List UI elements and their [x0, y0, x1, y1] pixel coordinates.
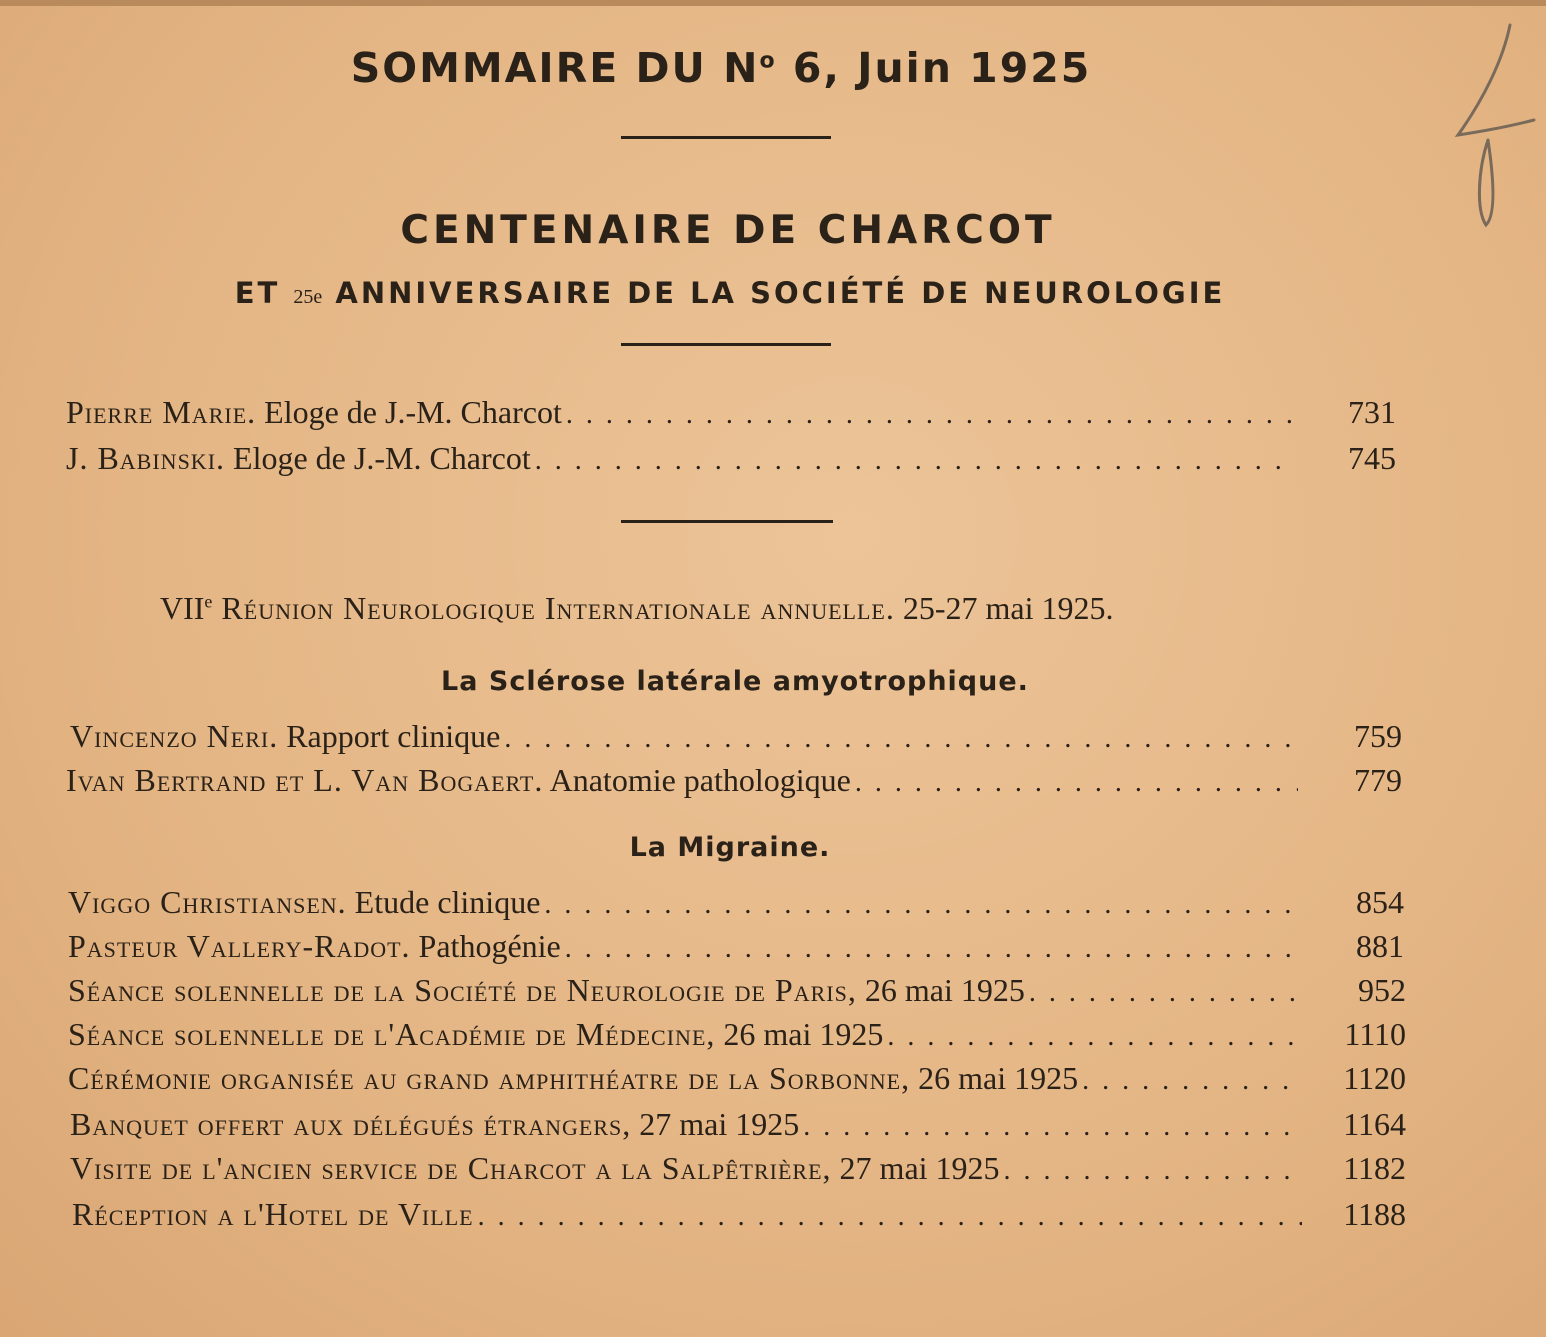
toc-entry — [72, 1196, 1406, 1233]
dot-leader — [1004, 1155, 1302, 1187]
toc-page-number: 1188 — [1343, 1196, 1406, 1232]
toc-author: Pasteur Vallery-Radot. — [68, 928, 411, 964]
toc-event-label: Banquet offert aux délégués étrangers, — [70, 1106, 632, 1142]
toc-entry — [68, 1016, 1406, 1053]
toc-page-number: 759 — [1354, 718, 1402, 754]
toc-entry — [70, 1106, 1406, 1143]
toc-page-number: 854 — [1356, 884, 1404, 920]
divider-rule — [621, 136, 831, 139]
dot-leader — [1029, 977, 1302, 1009]
dot-leader — [803, 1111, 1302, 1143]
toc-author: Ivan Bertrand et L. Van Bogaert. — [66, 762, 544, 798]
toc-event-date: 27 mai 1925 — [631, 1106, 800, 1142]
toc-page-number: 1120 — [1343, 1060, 1406, 1096]
dot-leader — [1082, 1065, 1302, 1097]
dot-leader — [855, 767, 1298, 799]
toc-page-number: 779 — [1354, 762, 1402, 798]
toc-entry — [66, 762, 1402, 799]
toc-entry — [66, 394, 1396, 431]
anniversary-heading: ET 25e ANNIVERSAIRE DE LA SOCIÉTÉ DE NEUROLOGIE — [234, 276, 1226, 310]
toc-title: Anatomie pathologique — [543, 762, 851, 798]
toc-title: Pathogénie — [410, 928, 561, 964]
summary-title: SOMMAIRE DU $N^o$ 6, Juin 1925 — [350, 44, 1092, 92]
dot-leader — [565, 933, 1300, 965]
toc-entry — [68, 972, 1406, 1009]
toc-title: Eloge de J.-M. Charcot — [256, 394, 562, 430]
toc-event-label: Visite de l'ancien service de Charcot a la Salpêtrière, — [70, 1150, 832, 1186]
toc-page-number: 745 — [1348, 440, 1396, 476]
toc-entry — [68, 928, 1404, 965]
toc-entry — [66, 440, 1396, 477]
handwritten-mark — [1448, 20, 1538, 240]
toc-event-label: Séance solennelle de l'Académie de Médecine, — [68, 1016, 716, 1052]
toc-entry — [70, 1150, 1406, 1187]
toc-event-date: 26 mai 1925 — [856, 972, 1025, 1008]
toc-entry — [70, 718, 1402, 755]
dot-leader — [887, 1021, 1302, 1053]
toc-entry — [68, 1060, 1406, 1097]
toc-event-label: Réception a l'Hotel de Ville — [72, 1196, 474, 1232]
toc-page-number: 952 — [1358, 972, 1406, 1008]
dot-leader — [478, 1201, 1302, 1233]
dot-leader — [544, 889, 1300, 921]
divider-rule — [621, 520, 833, 523]
toc-page-number: 1164 — [1343, 1106, 1406, 1142]
toc-event-label: Séance solennelle de la Société de Neurologie de Paris, — [68, 972, 857, 1008]
divider-rule — [621, 343, 831, 346]
dot-leader — [566, 399, 1292, 431]
page-top-edge — [0, 0, 1546, 6]
dot-leader — [504, 723, 1298, 755]
dot-leader — [535, 445, 1292, 477]
toc-page-number: 1182 — [1343, 1150, 1406, 1186]
toc-author: Pierre Marie. — [66, 394, 257, 430]
toc-page-number: 731 — [1348, 394, 1396, 430]
section-heading: La Sclérose latérale amyotrophique. — [441, 666, 1029, 697]
meeting-heading: VIIe Réunion Neurologique Internationale annuelle. 25-27 mai 1925. — [160, 590, 1114, 626]
toc-entry — [68, 884, 1404, 921]
centenary-heading: CENTENAIRE DE CHARCOT — [400, 208, 1056, 253]
toc-author: Vincenzo Neri. — [70, 718, 279, 754]
toc-event-date: 26 mai 1925 — [715, 1016, 884, 1052]
toc-author: J. Babinski. — [66, 440, 226, 476]
toc-page-number: 1110 — [1344, 1016, 1406, 1052]
toc-title: Rapport clinique — [278, 718, 501, 754]
toc-event-label: Cérémonie organisée au grand amphithéatre de la Sorbonne, — [68, 1060, 911, 1096]
toc-event-date: 27 mai 1925 — [831, 1150, 1000, 1186]
toc-event-date: 26 mai 1925 — [910, 1060, 1079, 1096]
toc-author: Viggo Christiansen. — [68, 884, 347, 920]
toc-page-number: 881 — [1356, 928, 1404, 964]
toc-title: Etude clinique — [346, 884, 541, 920]
section-heading: La Migraine. — [629, 832, 831, 863]
toc-title: Eloge de J.-M. Charcot — [225, 440, 531, 476]
